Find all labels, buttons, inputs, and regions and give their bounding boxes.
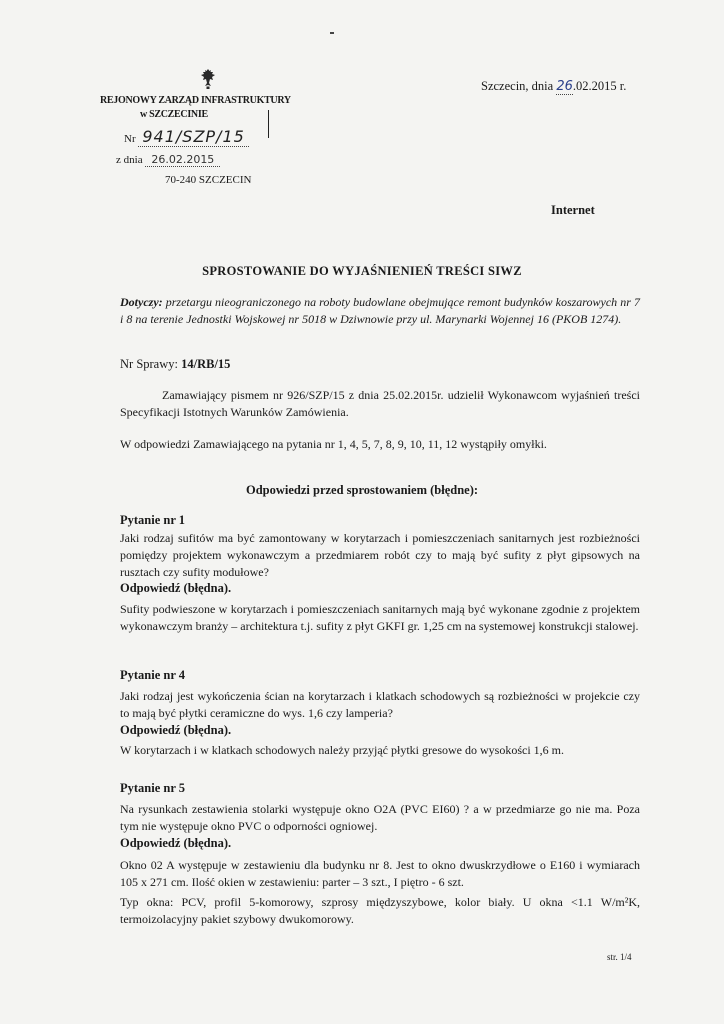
organization-city: w SZCZECINIE — [140, 109, 208, 120]
question-heading: Pytanie nr 4 — [120, 668, 186, 682]
reference-number-line — [124, 127, 249, 146]
stamp-postal-city: 70-240 SZCZECIN — [165, 174, 252, 186]
case-number — [120, 357, 230, 372]
stamp-date-line — [116, 153, 220, 167]
intro-paragraph: Zamawiający pismem nr 926/SZP/15 z dnia 25.02.2015r. udzielił Wykonawcom wyjaśnień treści Specyfikacji Istotnych Warunków Zamówienia. — [120, 388, 640, 419]
place-date — [481, 79, 626, 94]
case-number-label: Nr Sprawy: — [120, 357, 178, 371]
question-text: Jaki rodzaj sufitów ma być zamontowany w korytarzach i pomieszczeniach sanitarnych jest rozbieżności pomiędzy projektem wykonawczym a przedmiarem robót czy to mają być sufity z płyt gipsowych na rusztach czy sufity modułowe? — [120, 531, 640, 579]
scan-mark — [330, 32, 334, 34]
organization-name: REJONOWY ZARZĄD INFRASTRUKTURY — [100, 95, 291, 106]
place-date-suffix: .02.2015 r. — [572, 79, 627, 93]
answer-heading: Odpowiedź (błędna). — [120, 723, 232, 737]
reference-number-value: 941/SZP/15 — [138, 127, 248, 147]
answer-heading: Odpowiedź (błędna). — [120, 836, 232, 850]
recipient: Internet — [551, 203, 595, 217]
document-title: SPROSTOWANIE DO WYJAŚNIENIEŃ TREŚCI SIWZ — [202, 264, 522, 278]
page-number: str. 1/4 — [607, 952, 632, 962]
answer-text: Okno 02 A występuje w zestawieniu dla budynku nr 8. Jest to okno dwuskrzydłowe o E160 i wymiarach 105 x 271 cm. Ilość okien w zestawieniu: parter – 3 szt., I piętro - 6 szt. — [120, 858, 640, 889]
intro-paragraph: W odpowiedzi Zamawiającego na pytania nr 1, 4, 5, 7, 8, 9, 10, 11, 12 wystąpiły omyłki. — [120, 437, 547, 451]
eagle-emblem-icon — [200, 68, 216, 90]
question-text: Na rysunkach zestawienia stolarki występuje okno O2A (PVC EI60) ? a w przedmiarze go nie ma. Poza tym nie występuje okno PVC o odporności ogniowej. — [120, 802, 640, 833]
stamp-divider — [268, 110, 269, 138]
stamp-date-label: z dnia — [116, 154, 143, 166]
question-text: Jaki rodzaj jest wykończenia ścian na korytarzach i klatkach schodowych są rozbieżności w projekcie czy to mają być płytki ceramiczne do wys. 1,6 czy lamperia? — [120, 689, 640, 720]
stamp-date-value: 26.02.2015 — [145, 153, 220, 167]
case-number-value: 14/RB/15 — [181, 357, 231, 371]
reference-number-label: Nr — [124, 133, 136, 145]
answer-heading: Odpowiedź (błędna). — [120, 581, 232, 595]
subject-text: przetargu nieograniczonego na roboty budowlane obejmujące remont budynków koszarowych nr 7 i 8 na terenie Jednostki Wojskowej nr 5018 w Dziwnowie przy ul. Marynarki Wojennej 16 (PKOB 1274). — [120, 295, 640, 326]
question-heading: Pytanie nr 1 — [120, 513, 186, 527]
place-date-prefix: Szczecin, dnia — [481, 79, 554, 93]
answer-text: Sufity podwieszone w korytarzach i pomieszczeniach sanitarnych mają być wykonane zgodnie z projektem wykonawczym branży – architektura t.j. sufity z płyt GKFI gr. 1,25 cm na systemowej konstrukcji stalowej. — [120, 602, 640, 633]
question-heading: Pytanie nr 5 — [120, 781, 186, 795]
subject-paragraph — [120, 294, 640, 328]
answer-text: Typ okna: PCV, profil 5-komorowy, szprosy międzyszybowe, kolor biały. U okna <1.1 W/m²K, termoizolacyjny pakiet szybowy dwukomorowy. — [120, 895, 640, 926]
answer-text: W korytarzach i w klatkach schodowych należy przyjąć płytki gresowe do wysokości 1,6 m. — [120, 743, 564, 757]
section-heading: Odpowiedzi przed sprostowaniem (błędne): — [245, 483, 479, 497]
subject-label: Dotyczy: — [120, 295, 163, 309]
place-date-day: 26 — [556, 79, 573, 94]
